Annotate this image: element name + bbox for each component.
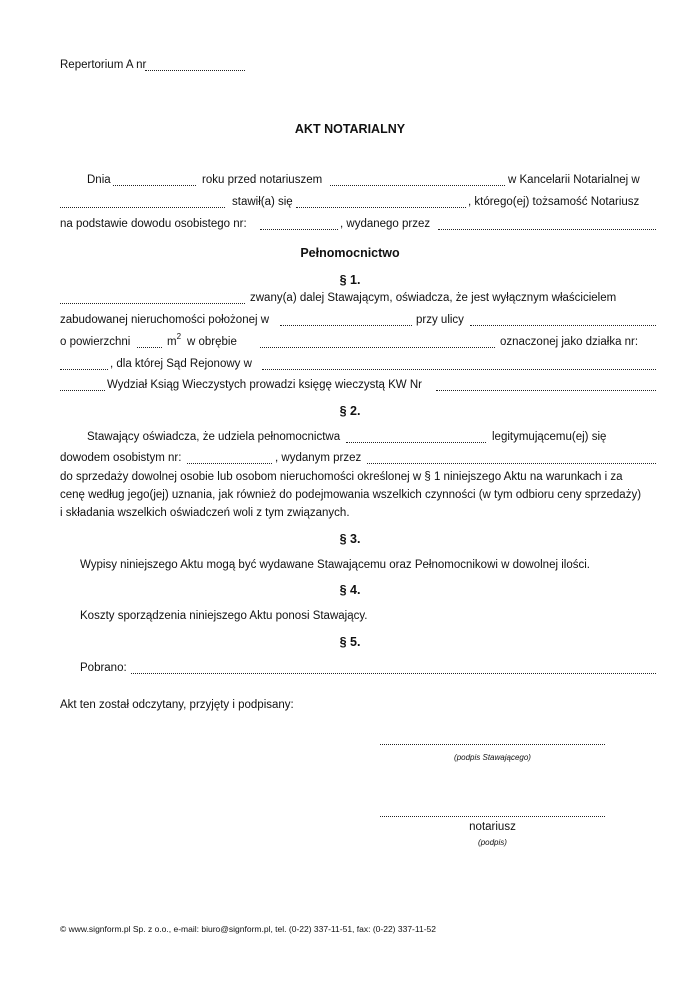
pobrano-field[interactable] — [131, 673, 656, 674]
udziela-text: Stawający oświadcza, że udziela pełnomocnictwa — [87, 431, 341, 443]
kw-number-field[interactable] — [436, 390, 656, 391]
appearer-name-field[interactable] — [296, 207, 466, 208]
kancelaria-location-field[interactable] — [60, 207, 225, 208]
roku-label: roku przed notariuszem — [202, 174, 323, 186]
section-4-text: Koszty sporządzenia niniejszego Aktu ponosi Stawający. — [80, 610, 368, 622]
area-field[interactable] — [137, 347, 162, 348]
wydanego-label: , wydanego przez — [340, 218, 431, 230]
dowod-label: na podstawie dowodu osobistego nr: — [60, 218, 247, 230]
owner-name-field[interactable] — [60, 303, 245, 304]
precinct-field[interactable] — [260, 347, 495, 348]
section-3-text: Wypisy niniejszego Aktu mogą być wydawane Stawającemu oraz Pełnomocnikowi w dowolnej ilości. — [80, 559, 590, 571]
notary-name-field[interactable] — [330, 185, 505, 186]
tozsamosc-label: , którego(ej) tożsamość Notariusz — [468, 196, 640, 208]
dzialka-label: oznaczonej jako działka nr: — [500, 336, 639, 348]
street-field[interactable] — [470, 325, 656, 326]
document-title: AKT NOTARIALNY — [294, 122, 406, 136]
dnia-label: Dnia — [87, 174, 111, 186]
obrebie-label: w obrębie — [187, 336, 237, 348]
kancelaria-label: w Kancelarii Notarialnej w — [508, 174, 640, 186]
section-2-line-4: cenę według jego(jej) uznania, jak również do podejmowania wszelkich czynności (w tym odbioru ceny sprzedaży) — [60, 489, 642, 501]
section-2-line-5: i składania wszelkich oświadczeń woli z tym związanych. — [60, 507, 350, 519]
document-subtitle: Pełnomocnictwo — [300, 246, 400, 260]
id-number-field[interactable] — [260, 229, 338, 230]
powierzchni-label: o powierzchni — [60, 336, 131, 348]
repertorium-number-field[interactable] — [145, 70, 245, 71]
wydzial-text: Wydział Ksiąg Wieczystych prowadzi księgę wieczystą KW Nr — [107, 379, 422, 391]
closing-text: Akt ten został odczytany, przyjęty i podpisany: — [60, 699, 294, 711]
wydanym-label: , wydanym przez — [275, 452, 362, 464]
m2-unit: $m^2$ — [167, 332, 182, 348]
stawil-label: stawił(a) się — [232, 196, 293, 208]
department-field[interactable] — [60, 390, 105, 391]
section-5-heading: § 5. — [339, 635, 361, 649]
property-location-field[interactable] — [280, 325, 412, 326]
proxy-name-field[interactable] — [346, 442, 486, 443]
section-1-heading: § 1. — [339, 273, 361, 287]
court-field[interactable] — [262, 369, 656, 370]
pobrano-label: Pobrano: — [80, 662, 127, 674]
appearer-signature-caption: (podpis Stawającego) — [454, 753, 531, 762]
dowodem-label: dowodem osobistym nr: — [60, 452, 182, 464]
notary-signature-line[interactable] — [380, 816, 605, 817]
notary-signature-caption: (podpis) — [478, 838, 507, 847]
przy-ulicy-label: przy ulicy — [416, 314, 464, 326]
plot-number-field[interactable] — [60, 369, 108, 370]
repertorium-label: Repertorium A nr — [60, 59, 147, 71]
notary-label: notariusz — [469, 821, 516, 833]
sad-label: , dla której Sąd Rejonowy w — [110, 358, 252, 370]
proxy-id-issuer-field[interactable] — [367, 463, 656, 464]
section-4-heading: § 4. — [339, 583, 361, 597]
zwany-text: zwany(a) dalej Stawającym, oświadcza, że jest wyłącznym właścicielem — [250, 292, 617, 304]
section-3-heading: § 3. — [339, 532, 361, 546]
section-2-heading: § 2. — [339, 404, 361, 418]
id-issuer-field[interactable] — [438, 229, 656, 230]
appearer-signature-line[interactable] — [380, 744, 605, 745]
date-field[interactable] — [113, 185, 196, 186]
zabudowanej-text: zabudowanej nieruchomości położonej w — [60, 314, 270, 326]
section-2-line-3: do sprzedaży dowolnej osobie lub osobom nieruchomości określonej w § 1 niniejszego Aktu na warunkach i za — [60, 471, 623, 483]
legitymujacemu-text: legitymującemu(ej) się — [492, 431, 607, 443]
proxy-id-field[interactable] — [187, 463, 272, 464]
footer-copyright: © www.signform.pl Sp. z o.o., e-mail: biuro@signform.pl, tel. (0-22) 337-11-51, fax: (0-22) 337-11-52 — [60, 924, 436, 934]
